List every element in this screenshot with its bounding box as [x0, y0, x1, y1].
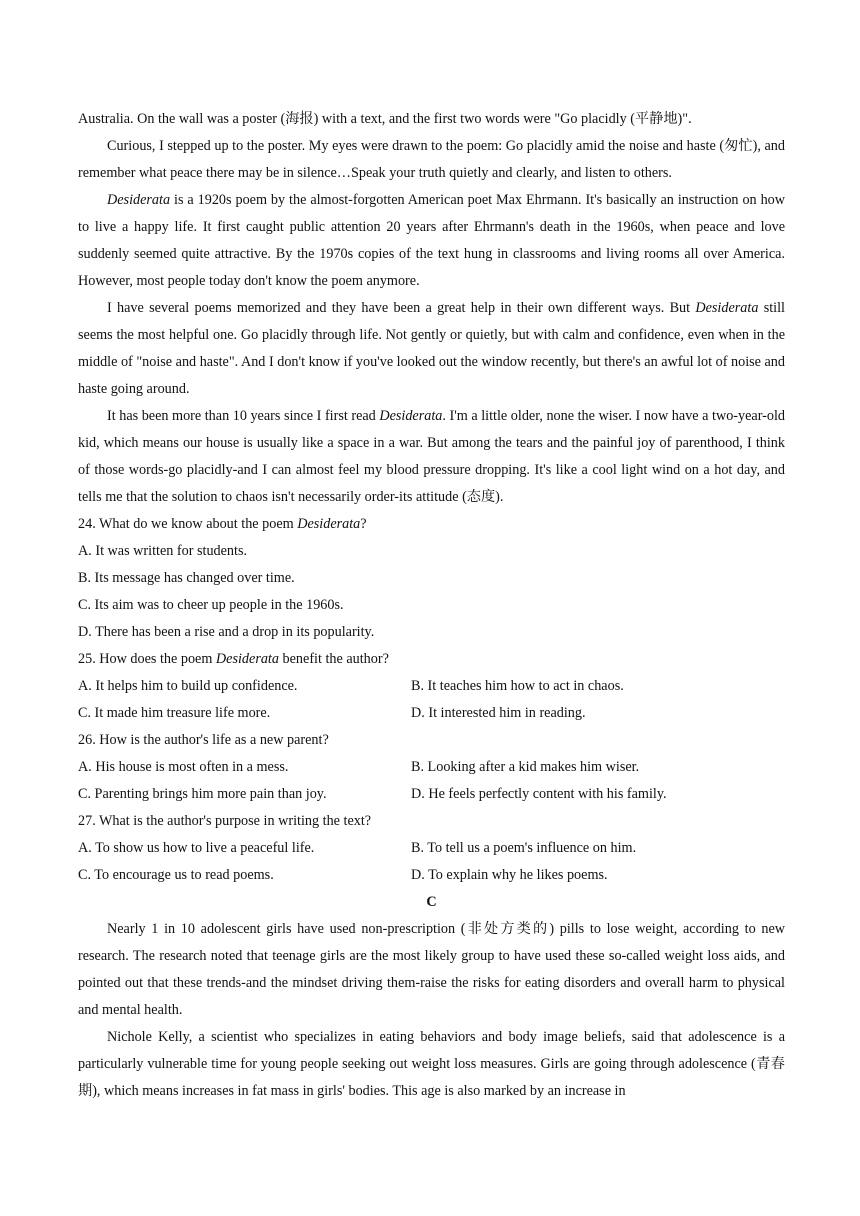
- poem-title: Desiderata: [695, 300, 759, 316]
- question-26: [78, 727, 785, 808]
- option-b: B. It teaches him how to act in chaos.: [411, 678, 624, 694]
- question-24: [78, 511, 785, 646]
- paragraph-b-2: Desiderata is a 1920s poem by the almost-forgotten American poet Max Ehrmann. It's basically an instruction on how to live a happy life. It first caught public attention 20 years after Ehrmann's death in the 1960s, when peace and love suddenly seemed quite attractive. By the 1970s copies of the text hung in classrooms and living rooms all over America. However, most people today don't know the poem anymore.: [78, 192, 785, 289]
- paragraph-c-2: Nichole Kelly, a scientist who specializes in eating behaviors and body image beliefs, said that adolescence is a particularly vulnerable time for young people seeking out weight loss measures. Girls are going through adolescence (青春期), which means increases in fat mass in girls' bodies. This age is also marked by an increase in: [78, 1029, 785, 1099]
- option-b: B. Its message has changed over time.: [78, 570, 295, 586]
- paragraph-b-4: It has been more than 10 years since I first read Desiderata. I'm a little older, none the wiser. I now have a two-year-old kid, which means our house is usually like a space in a war. But among the tears and the painful joy of parenthood, I think of those words-go placidly-and I can almost feel my blood pressure dropping. It's like a cool light wind on a hot day, and tells me that the solution to chaos isn't necessarily order-its attitude (态度).: [78, 408, 785, 505]
- option-a: A. His house is most often in a mess.: [78, 759, 289, 775]
- section-heading: C: [426, 894, 437, 910]
- options-row: [78, 781, 785, 808]
- paragraph-b-1: Curious, I stepped up to the poster. My eyes were drawn to the poem: Go placidly amid the noise and haste (匆忙), and remember what peace there may be in silence…Speak your truth quietly and clearly, and listen to others.: [78, 138, 785, 181]
- paragraph-b-3: I have several poems memorized and they have been a great help in their own different ways. But Desiderata still seems the most helpful one. Go placidly through life. Not gently or quietly, but with calm and confidence, even when in the middle of "noise and haste". And I don't know if you've looked out the window recently, but there's an awful lot of noise and haste going around.: [78, 300, 785, 397]
- paragraph-b-0: Australia. On the wall was a poster (海报) with a text, and the first two words were "Go placidly (平静地)".: [78, 111, 692, 127]
- options-row: [78, 862, 785, 889]
- poem-title: Desiderata: [379, 408, 443, 424]
- option-b: B. To tell us a poem's influence on him.: [411, 840, 637, 856]
- question-27: [78, 808, 785, 889]
- option-d: D. He feels perfectly content with his family.: [411, 786, 667, 802]
- option-c: C. It made him treasure life more.: [78, 705, 271, 721]
- question-stem: 25. How does the poem Desiderata benefit the author?: [78, 651, 389, 667]
- question-stem: 27. What is the author's purpose in writing the text?: [78, 813, 372, 829]
- paragraph-c-1: Nearly 1 in 10 adolescent girls have used non-prescription (非处方类的) pills to lose weight, according to new research. The research noted that teenage girls are the most likely group to have used these so-called weight loss aids, and pointed out that these trends-and the mindset driving them-raise the risks for eating disorders and overall harm to physical and mental health.: [78, 921, 785, 1018]
- option-c: C. To encourage us to read poems.: [78, 867, 274, 883]
- option-d: D. To explain why he likes poems.: [411, 867, 608, 883]
- question-25: [78, 646, 785, 727]
- option-a: A. It helps him to build up confidence.: [78, 678, 298, 694]
- options-row: [78, 700, 785, 727]
- option-d: D. There has been a rise and a drop in its popularity.: [78, 624, 375, 640]
- option-c: C. Parenting brings him more pain than joy.: [78, 786, 327, 802]
- options-row: [78, 835, 785, 862]
- document-page: [78, 106, 785, 1105]
- options-row: [78, 754, 785, 781]
- option-d: D. It interested him in reading.: [411, 705, 586, 721]
- options-row: [78, 673, 785, 700]
- option-a: A. To show us how to live a peaceful life.: [78, 840, 315, 856]
- poem-title: Desiderata: [107, 192, 171, 208]
- option-b: B. Looking after a kid makes him wiser.: [411, 759, 640, 775]
- question-stem: 24. What do we know about the poem Desiderata?: [78, 516, 367, 532]
- option-c: C. Its aim was to cheer up people in the 1960s.: [78, 597, 344, 613]
- question-stem: 26. How is the author's life as a new parent?: [78, 732, 329, 748]
- option-a: A. It was written for students.: [78, 543, 248, 559]
